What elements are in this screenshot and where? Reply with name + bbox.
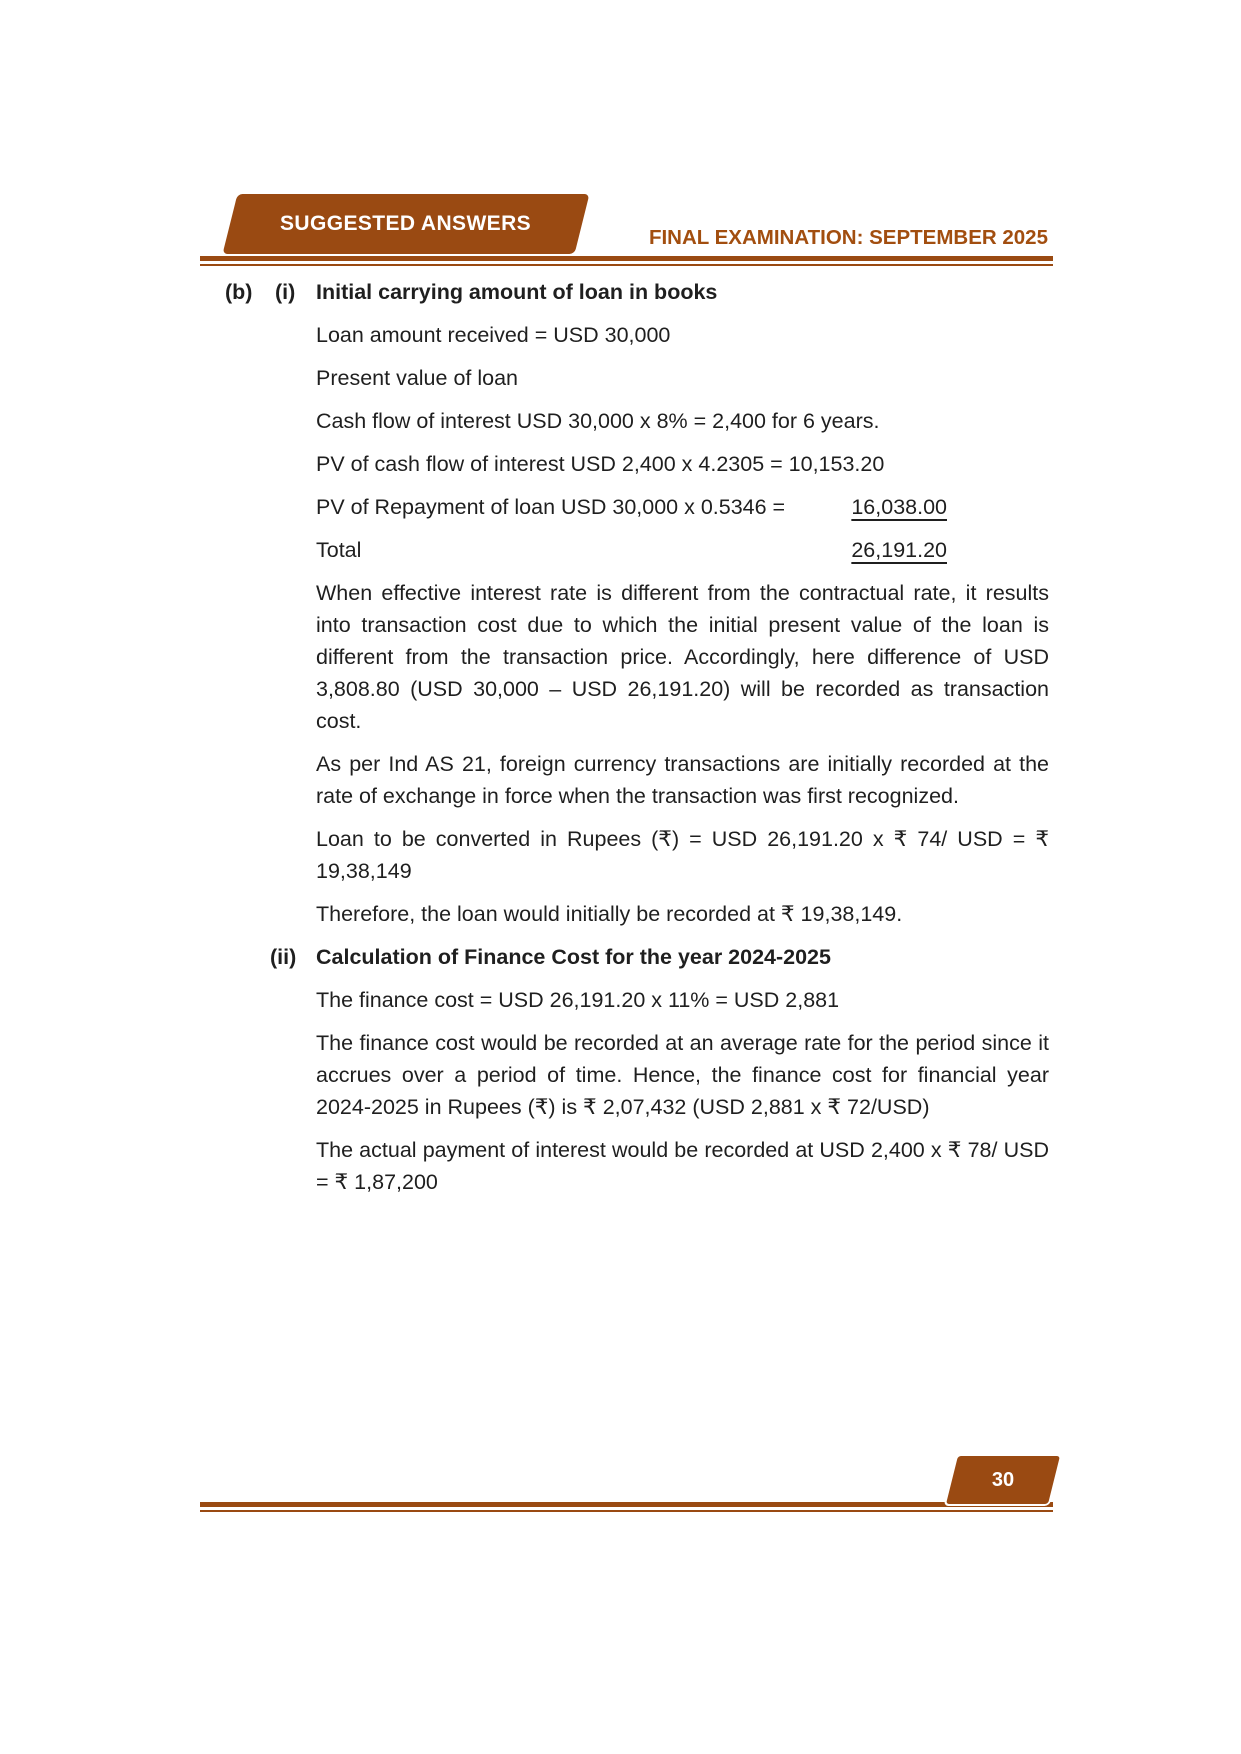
initial-recording-line: Therefore, the loan would initially be recorded at ₹ 19,38,149.	[316, 902, 903, 926]
loan-amount-line: Loan amount received = USD 30,000	[316, 323, 671, 347]
ind-as-21-paragraph: As per Ind AS 21, foreign currency transactions are initially recorded at the rate of exchange in force when the transaction was first recognized.	[316, 752, 1049, 808]
pv-repayment-value: 16,038.00	[851, 495, 947, 519]
item1-heading-row	[225, 276, 1049, 308]
page-number-badge	[944, 1454, 1063, 1506]
pv-interest-line: PV of cash flow of interest USD 2,400 x 4.2305 = 10,153.20	[316, 452, 885, 476]
item1-marker: (i)	[275, 280, 296, 304]
suggested-answers-banner	[223, 194, 590, 254]
answer-content	[225, 276, 1049, 1209]
part-marker: (b)	[225, 280, 253, 304]
transaction-cost-paragraph: When effective interest rate is different from the contractual rate, it results into transaction cost due to which the initial present value of the loan is different from the transaction price. Accordingly, here difference of USD 3,808.80 (USD 30,000 – USD 26,191.20) will be recorded as transaction cost.	[316, 581, 1049, 733]
exam-title: FINAL EXAMINATION: SEPTEMBER 2025	[648, 226, 1048, 249]
conversion-paragraph: Loan to be converted in Rupees (₹) = USD 26,191.20 x ₹ 74/ USD = ₹ 19,38,149	[316, 827, 1049, 883]
footer-rule	[200, 1502, 1053, 1512]
total-value: 26,191.20	[851, 538, 947, 562]
item2-marker: (ii)	[270, 945, 297, 969]
total-label: Total	[316, 538, 362, 562]
cash-flow-line: Cash flow of interest USD 30,000 x 8% = 2,400 for 6 years.	[316, 409, 880, 433]
header-rule	[200, 256, 1053, 266]
item2-heading-row	[270, 941, 1049, 973]
pv-repayment-line	[316, 491, 1049, 523]
finance-cost-line: The finance cost = USD 26,191.20 x 11% = USD 2,881	[316, 988, 840, 1012]
item2-heading: Calculation of Finance Cost for the year 2024-2025	[316, 945, 831, 969]
banner-label: SUGGESTED ANSWERS	[280, 212, 532, 235]
page-number: 30	[991, 1468, 1015, 1491]
total-line	[316, 534, 1049, 566]
item1-heading: Initial carrying amount of loan in books	[316, 280, 718, 304]
actual-payment-paragraph: The actual payment of interest would be recorded at USD 2,400 x ₹ 78/ USD = ₹ 1,87,200	[316, 1138, 1049, 1194]
average-rate-paragraph: The finance cost would be recorded at an average rate for the period since it accrues over a period of time. Hence, the finance cost for financial year 2024-2025 in Rupees (₹) is ₹ 2,07,432 (USD 2,881 x ₹ 72/USD)	[316, 1031, 1049, 1119]
pv-repayment-label: PV of Repayment of loan USD 30,000 x 0.5346 =	[316, 495, 786, 519]
pv-intro-line: Present value of loan	[316, 366, 518, 390]
